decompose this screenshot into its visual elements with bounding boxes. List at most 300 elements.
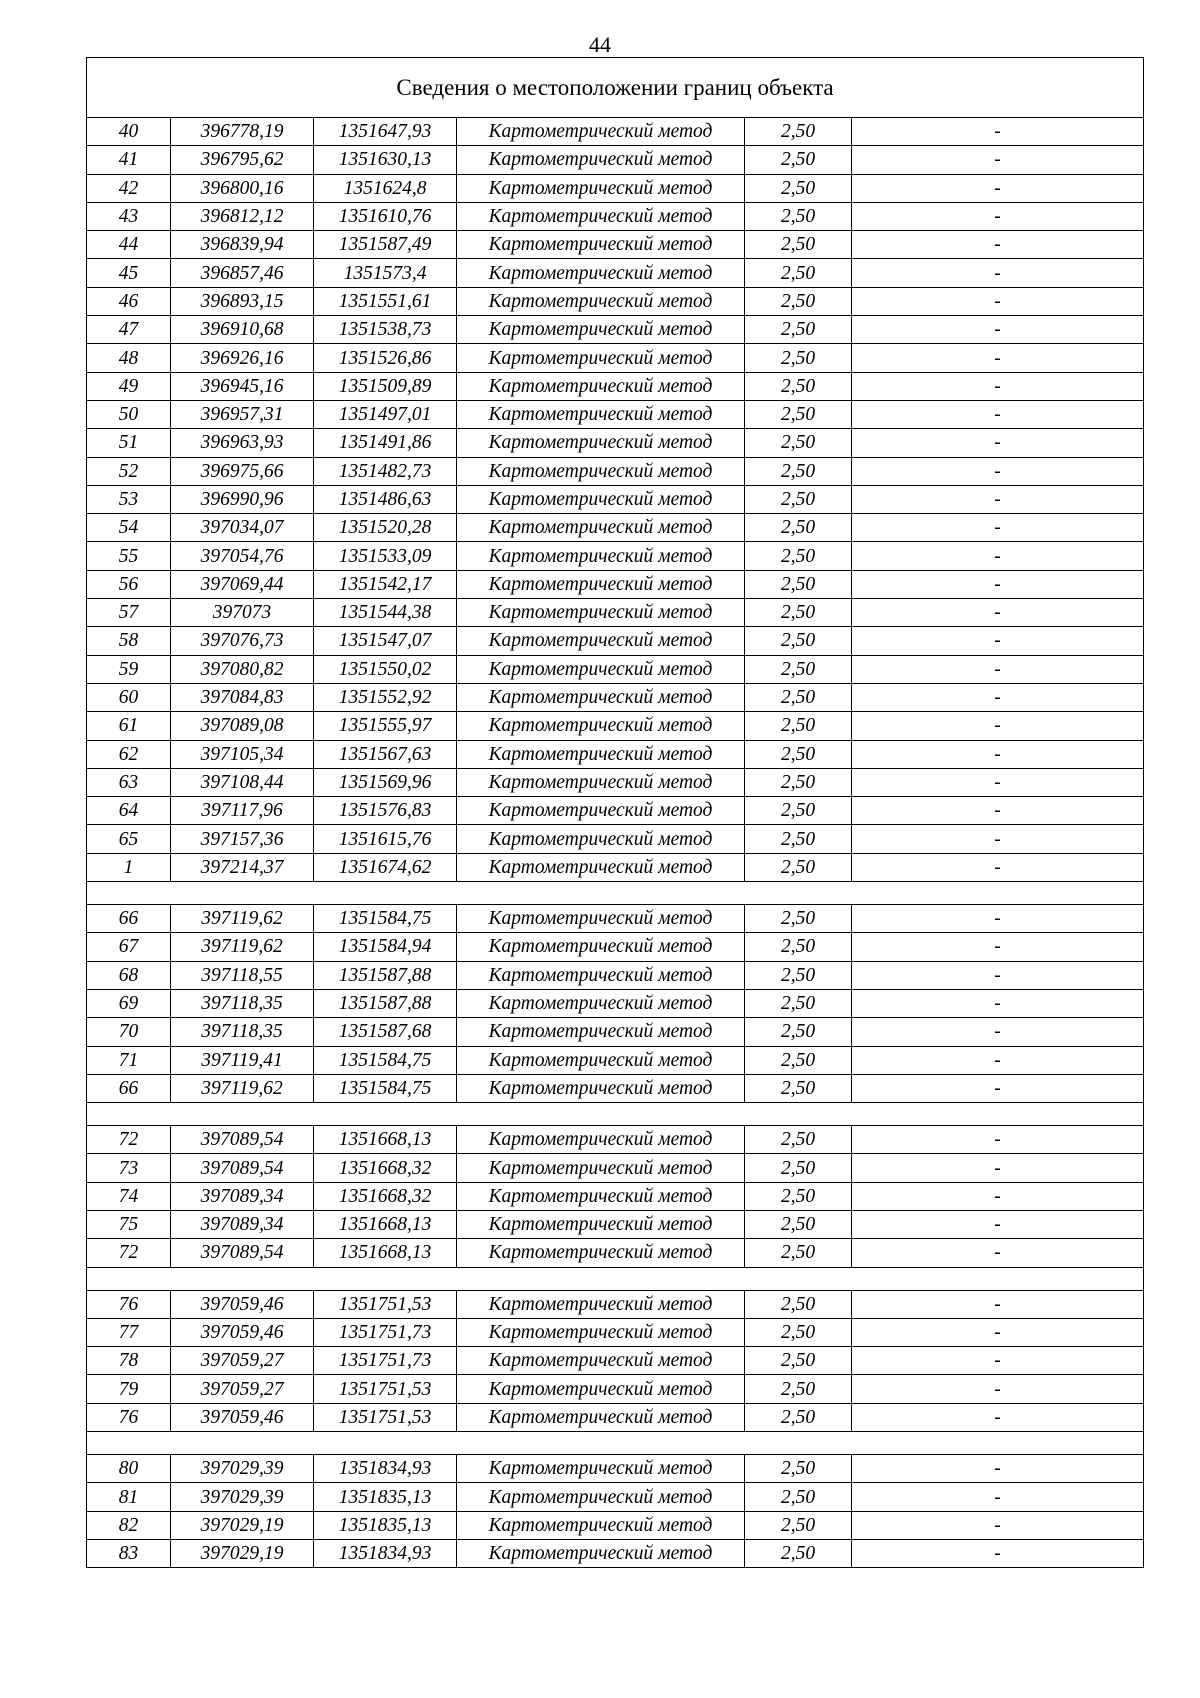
accuracy-cell: 2,50 <box>745 740 852 768</box>
method-cell: Картометрический метод <box>457 1239 745 1267</box>
accuracy-cell: 2,50 <box>745 989 852 1017</box>
table-row <box>87 683 1144 711</box>
table-row <box>87 740 1144 768</box>
x-coordinate-cell: 396800,16 <box>171 174 314 202</box>
method-cell: Картометрический метод <box>457 905 745 933</box>
description-cell: - <box>852 542 1144 570</box>
method-cell: Картометрический метод <box>457 1375 745 1403</box>
x-coordinate-cell: 397119,41 <box>171 1046 314 1074</box>
point-number-cell: 47 <box>87 316 171 344</box>
description-cell: - <box>852 400 1144 428</box>
method-cell: Картометрический метод <box>457 740 745 768</box>
y-coordinate-cell: 1351520,28 <box>314 514 457 542</box>
x-coordinate-cell: 396910,68 <box>171 316 314 344</box>
x-coordinate-cell: 397084,83 <box>171 683 314 711</box>
point-number-cell: 71 <box>87 1046 171 1074</box>
x-coordinate-cell: 397029,39 <box>171 1483 314 1511</box>
accuracy-cell: 2,50 <box>745 961 852 989</box>
method-cell: Картометрический метод <box>457 853 745 881</box>
accuracy-cell: 2,50 <box>745 174 852 202</box>
table-row <box>87 1210 1144 1238</box>
x-coordinate-cell: 396812,12 <box>171 202 314 230</box>
contour-separator-row <box>87 882 1144 905</box>
method-cell: Картометрический метод <box>457 1210 745 1238</box>
x-coordinate-cell: 397118,55 <box>171 961 314 989</box>
description-cell: - <box>852 202 1144 230</box>
point-number-cell: 72 <box>87 1239 171 1267</box>
method-cell: Картометрический метод <box>457 683 745 711</box>
method-cell: Картометрический метод <box>457 1126 745 1154</box>
table-row <box>87 797 1144 825</box>
method-cell: Картометрический метод <box>457 989 745 1017</box>
accuracy-cell: 2,50 <box>745 1154 852 1182</box>
x-coordinate-cell: 397089,34 <box>171 1210 314 1238</box>
x-coordinate-cell: 396857,46 <box>171 259 314 287</box>
description-cell: - <box>852 1074 1144 1102</box>
y-coordinate-cell: 1351550,02 <box>314 655 457 683</box>
x-coordinate-cell: 397034,07 <box>171 514 314 542</box>
y-coordinate-cell: 1351624,8 <box>314 174 457 202</box>
method-cell: Картометрический метод <box>457 485 745 513</box>
description-cell: - <box>852 1318 1144 1346</box>
table-row <box>87 344 1144 372</box>
method-cell: Картометрический метод <box>457 118 745 146</box>
x-coordinate-cell: 397214,37 <box>171 853 314 881</box>
y-coordinate-cell: 1351544,38 <box>314 599 457 627</box>
x-coordinate-cell: 397080,82 <box>171 655 314 683</box>
accuracy-cell: 2,50 <box>745 570 852 598</box>
accuracy-cell: 2,50 <box>745 825 852 853</box>
x-coordinate-cell: 397089,54 <box>171 1154 314 1182</box>
x-coordinate-cell: 397157,36 <box>171 825 314 853</box>
description-cell: - <box>852 485 1144 513</box>
x-coordinate-cell: 397059,46 <box>171 1403 314 1431</box>
point-number-cell: 1 <box>87 853 171 881</box>
x-coordinate-cell: 397089,54 <box>171 1239 314 1267</box>
point-number-cell: 52 <box>87 457 171 485</box>
y-coordinate-cell: 1351538,73 <box>314 316 457 344</box>
accuracy-cell: 2,50 <box>745 655 852 683</box>
description-cell: - <box>852 1483 1144 1511</box>
point-number-cell: 67 <box>87 933 171 961</box>
point-number-cell: 62 <box>87 740 171 768</box>
y-coordinate-cell: 1351834,93 <box>314 1539 457 1567</box>
x-coordinate-cell: 397059,46 <box>171 1290 314 1318</box>
x-coordinate-cell: 397029,19 <box>171 1511 314 1539</box>
y-coordinate-cell: 1351751,73 <box>314 1318 457 1346</box>
accuracy-cell: 2,50 <box>745 287 852 315</box>
x-coordinate-cell: 397069,44 <box>171 570 314 598</box>
description-cell: - <box>852 905 1144 933</box>
description-cell: - <box>852 1018 1144 1046</box>
table-row <box>87 933 1144 961</box>
method-cell: Картометрический метод <box>457 933 745 961</box>
description-cell: - <box>852 174 1144 202</box>
table-body <box>87 58 1144 1568</box>
description-cell: - <box>852 1455 1144 1483</box>
method-cell: Картометрический метод <box>457 1511 745 1539</box>
y-coordinate-cell: 1351751,73 <box>314 1347 457 1375</box>
description-cell: - <box>852 740 1144 768</box>
description-cell: - <box>852 118 1144 146</box>
description-cell: - <box>852 1347 1144 1375</box>
accuracy-cell: 2,50 <box>745 1403 852 1431</box>
table-row <box>87 1239 1144 1267</box>
y-coordinate-cell: 1351573,4 <box>314 259 457 287</box>
y-coordinate-cell: 1351482,73 <box>314 457 457 485</box>
y-coordinate-cell: 1351584,94 <box>314 933 457 961</box>
description-cell: - <box>852 797 1144 825</box>
method-cell: Картометрический метод <box>457 1182 745 1210</box>
description-cell: - <box>852 316 1144 344</box>
table-row <box>87 1154 1144 1182</box>
table-row <box>87 372 1144 400</box>
accuracy-cell: 2,50 <box>745 514 852 542</box>
table-row <box>87 825 1144 853</box>
accuracy-cell: 2,50 <box>745 599 852 627</box>
x-coordinate-cell: 397059,27 <box>171 1347 314 1375</box>
accuracy-cell: 2,50 <box>745 1290 852 1318</box>
method-cell: Картометрический метод <box>457 1483 745 1511</box>
separator-cell <box>87 1267 1144 1290</box>
y-coordinate-cell: 1351497,01 <box>314 400 457 428</box>
method-cell: Картометрический метод <box>457 429 745 457</box>
accuracy-cell: 2,50 <box>745 1539 852 1567</box>
x-coordinate-cell: 397089,34 <box>171 1182 314 1210</box>
accuracy-cell: 2,50 <box>745 485 852 513</box>
method-cell: Картометрический метод <box>457 1455 745 1483</box>
point-number-cell: 66 <box>87 905 171 933</box>
accuracy-cell: 2,50 <box>745 259 852 287</box>
table-row <box>87 1455 1144 1483</box>
x-coordinate-cell: 396926,16 <box>171 344 314 372</box>
method-cell: Картометрический метод <box>457 457 745 485</box>
method-cell: Картометрический метод <box>457 146 745 174</box>
description-cell: - <box>852 627 1144 655</box>
method-cell: Картометрический метод <box>457 825 745 853</box>
point-number-cell: 74 <box>87 1182 171 1210</box>
accuracy-cell: 2,50 <box>745 1046 852 1074</box>
description-cell: - <box>852 514 1144 542</box>
y-coordinate-cell: 1351576,83 <box>314 797 457 825</box>
x-coordinate-cell: 397119,62 <box>171 905 314 933</box>
method-cell: Картометрический метод <box>457 400 745 428</box>
description-cell: - <box>852 989 1144 1017</box>
accuracy-cell: 2,50 <box>745 202 852 230</box>
description-cell: - <box>852 231 1144 259</box>
description-cell: - <box>852 1511 1144 1539</box>
description-cell: - <box>852 1210 1144 1238</box>
x-coordinate-cell: 397059,27 <box>171 1375 314 1403</box>
point-number-cell: 58 <box>87 627 171 655</box>
table-row <box>87 768 1144 796</box>
table-row <box>87 627 1144 655</box>
y-coordinate-cell: 1351834,93 <box>314 1455 457 1483</box>
method-cell: Картометрический метод <box>457 599 745 627</box>
x-coordinate-cell: 397059,46 <box>171 1318 314 1346</box>
accuracy-cell: 2,50 <box>745 1318 852 1346</box>
x-coordinate-cell: 397119,62 <box>171 933 314 961</box>
table-row <box>87 1403 1144 1431</box>
y-coordinate-cell: 1351587,68 <box>314 1018 457 1046</box>
point-number-cell: 43 <box>87 202 171 230</box>
method-cell: Картометрический метод <box>457 712 745 740</box>
method-cell: Картометрический метод <box>457 316 745 344</box>
point-number-cell: 81 <box>87 1483 171 1511</box>
x-coordinate-cell: 396963,93 <box>171 429 314 457</box>
x-coordinate-cell: 397076,73 <box>171 627 314 655</box>
y-coordinate-cell: 1351610,76 <box>314 202 457 230</box>
accuracy-cell: 2,50 <box>745 542 852 570</box>
description-cell: - <box>852 683 1144 711</box>
accuracy-cell: 2,50 <box>745 1511 852 1539</box>
x-coordinate-cell: 396893,15 <box>171 287 314 315</box>
x-coordinate-cell: 396795,62 <box>171 146 314 174</box>
x-coordinate-cell: 397105,34 <box>171 740 314 768</box>
table-row <box>87 655 1144 683</box>
y-coordinate-cell: 1351533,09 <box>314 542 457 570</box>
table-row <box>87 542 1144 570</box>
y-coordinate-cell: 1351668,32 <box>314 1154 457 1182</box>
point-number-cell: 46 <box>87 287 171 315</box>
point-number-cell: 69 <box>87 989 171 1017</box>
y-coordinate-cell: 1351542,17 <box>314 570 457 598</box>
accuracy-cell: 2,50 <box>745 146 852 174</box>
method-cell: Картометрический метод <box>457 627 745 655</box>
description-cell: - <box>852 1239 1144 1267</box>
accuracy-cell: 2,50 <box>745 933 852 961</box>
table-row <box>87 485 1144 513</box>
contour-separator-row <box>87 1103 1144 1126</box>
accuracy-cell: 2,50 <box>745 1347 852 1375</box>
table-row <box>87 905 1144 933</box>
table-row <box>87 1347 1144 1375</box>
method-cell: Картометрический метод <box>457 961 745 989</box>
accuracy-cell: 2,50 <box>745 683 852 711</box>
table-row <box>87 202 1144 230</box>
method-cell: Картометрический метод <box>457 1046 745 1074</box>
point-number-cell: 78 <box>87 1347 171 1375</box>
x-coordinate-cell: 397089,08 <box>171 712 314 740</box>
description-cell: - <box>852 933 1144 961</box>
description-cell: - <box>852 344 1144 372</box>
contour-separator-row <box>87 1432 1144 1455</box>
point-number-cell: 42 <box>87 174 171 202</box>
accuracy-cell: 2,50 <box>745 1126 852 1154</box>
point-number-cell: 65 <box>87 825 171 853</box>
point-number-cell: 64 <box>87 797 171 825</box>
accuracy-cell: 2,50 <box>745 1210 852 1238</box>
x-coordinate-cell: 397108,44 <box>171 768 314 796</box>
table-row <box>87 231 1144 259</box>
method-cell: Картометрический метод <box>457 1074 745 1102</box>
description-cell: - <box>852 570 1144 598</box>
y-coordinate-cell: 1351526,86 <box>314 344 457 372</box>
accuracy-cell: 2,50 <box>745 1483 852 1511</box>
y-coordinate-cell: 1351584,75 <box>314 905 457 933</box>
method-cell: Картометрический метод <box>457 542 745 570</box>
accuracy-cell: 2,50 <box>745 429 852 457</box>
accuracy-cell: 2,50 <box>745 1074 852 1102</box>
table-row <box>87 1074 1144 1102</box>
method-cell: Картометрический метод <box>457 797 745 825</box>
description-cell: - <box>852 146 1144 174</box>
method-cell: Картометрический метод <box>457 287 745 315</box>
x-coordinate-cell: 396839,94 <box>171 231 314 259</box>
table-row <box>87 1483 1144 1511</box>
y-coordinate-cell: 1351668,13 <box>314 1239 457 1267</box>
accuracy-cell: 2,50 <box>745 118 852 146</box>
method-cell: Картометрический метод <box>457 202 745 230</box>
table-row <box>87 712 1144 740</box>
method-cell: Картометрический метод <box>457 1539 745 1567</box>
description-cell: - <box>852 1126 1144 1154</box>
table-row <box>87 1290 1144 1318</box>
method-cell: Картометрический метод <box>457 231 745 259</box>
point-number-cell: 76 <box>87 1403 171 1431</box>
x-coordinate-cell: 396990,96 <box>171 485 314 513</box>
accuracy-cell: 2,50 <box>745 853 852 881</box>
point-number-cell: 80 <box>87 1455 171 1483</box>
description-cell: - <box>852 712 1144 740</box>
y-coordinate-cell: 1351584,75 <box>314 1074 457 1102</box>
y-coordinate-cell: 1351547,07 <box>314 627 457 655</box>
table-row <box>87 1046 1144 1074</box>
point-number-cell: 50 <box>87 400 171 428</box>
y-coordinate-cell: 1351491,86 <box>314 429 457 457</box>
table-row <box>87 316 1144 344</box>
page-number: 44 <box>589 32 611 57</box>
y-coordinate-cell: 1351587,88 <box>314 961 457 989</box>
method-cell: Картометрический метод <box>457 174 745 202</box>
description-cell: - <box>852 768 1144 796</box>
table-row <box>87 287 1144 315</box>
y-coordinate-cell: 1351587,49 <box>314 231 457 259</box>
table-row <box>87 457 1144 485</box>
method-cell: Картометрический метод <box>457 344 745 372</box>
point-number-cell: 70 <box>87 1018 171 1046</box>
description-cell: - <box>852 372 1144 400</box>
x-coordinate-cell: 397117,96 <box>171 797 314 825</box>
separator-cell <box>87 1103 1144 1126</box>
point-number-cell: 55 <box>87 542 171 570</box>
table-title: Сведения о местоположении границ объекта <box>87 58 1144 118</box>
table-row <box>87 1182 1144 1210</box>
description-cell: - <box>852 287 1144 315</box>
table-row <box>87 1511 1144 1539</box>
y-coordinate-cell: 1351668,13 <box>314 1210 457 1238</box>
x-coordinate-cell: 397118,35 <box>171 1018 314 1046</box>
x-coordinate-cell: 397118,35 <box>171 989 314 1017</box>
y-coordinate-cell: 1351835,13 <box>314 1483 457 1511</box>
accuracy-cell: 2,50 <box>745 797 852 825</box>
x-coordinate-cell: 397073 <box>171 599 314 627</box>
accuracy-cell: 2,50 <box>745 457 852 485</box>
point-number-cell: 40 <box>87 118 171 146</box>
accuracy-cell: 2,50 <box>745 231 852 259</box>
x-coordinate-cell: 396975,66 <box>171 457 314 485</box>
method-cell: Картометрический метод <box>457 655 745 683</box>
accuracy-cell: 2,50 <box>745 1182 852 1210</box>
table-row <box>87 989 1144 1017</box>
point-number-cell: 77 <box>87 1318 171 1346</box>
point-number-cell: 82 <box>87 1511 171 1539</box>
table-row <box>87 1539 1144 1567</box>
y-coordinate-cell: 1351584,75 <box>314 1046 457 1074</box>
table-row <box>87 1375 1144 1403</box>
table-title-row <box>87 58 1144 118</box>
description-cell: - <box>852 825 1144 853</box>
point-number-cell: 63 <box>87 768 171 796</box>
separator-cell <box>87 1432 1144 1455</box>
x-coordinate-cell: 397054,76 <box>171 542 314 570</box>
y-coordinate-cell: 1351751,53 <box>314 1290 457 1318</box>
table-row <box>87 1126 1144 1154</box>
accuracy-cell: 2,50 <box>745 1455 852 1483</box>
y-coordinate-cell: 1351668,32 <box>314 1182 457 1210</box>
point-number-cell: 75 <box>87 1210 171 1238</box>
point-number-cell: 57 <box>87 599 171 627</box>
point-number-cell: 41 <box>87 146 171 174</box>
point-number-cell: 53 <box>87 485 171 513</box>
separator-cell <box>87 882 1144 905</box>
accuracy-cell: 2,50 <box>745 1375 852 1403</box>
y-coordinate-cell: 1351552,92 <box>314 683 457 711</box>
table-row <box>87 570 1144 598</box>
table-row <box>87 514 1144 542</box>
method-cell: Картометрический метод <box>457 570 745 598</box>
table-row <box>87 961 1144 989</box>
method-cell: Картометрический метод <box>457 1018 745 1046</box>
table-row <box>87 146 1144 174</box>
x-coordinate-cell: 397089,54 <box>171 1126 314 1154</box>
x-coordinate-cell: 397029,19 <box>171 1539 314 1567</box>
accuracy-cell: 2,50 <box>745 400 852 428</box>
y-coordinate-cell: 1351835,13 <box>314 1511 457 1539</box>
description-cell: - <box>852 1046 1144 1074</box>
method-cell: Картометрический метод <box>457 514 745 542</box>
point-number-cell: 56 <box>87 570 171 598</box>
description-cell: - <box>852 429 1144 457</box>
table-row <box>87 853 1144 881</box>
accuracy-cell: 2,50 <box>745 344 852 372</box>
y-coordinate-cell: 1351555,97 <box>314 712 457 740</box>
y-coordinate-cell: 1351751,53 <box>314 1403 457 1431</box>
accuracy-cell: 2,50 <box>745 712 852 740</box>
table-row <box>87 259 1144 287</box>
point-number-cell: 66 <box>87 1074 171 1102</box>
point-number-cell: 76 <box>87 1290 171 1318</box>
accuracy-cell: 2,50 <box>745 1239 852 1267</box>
table-row <box>87 400 1144 428</box>
accuracy-cell: 2,50 <box>745 372 852 400</box>
description-cell: - <box>852 961 1144 989</box>
accuracy-cell: 2,50 <box>745 905 852 933</box>
y-coordinate-cell: 1351647,93 <box>314 118 457 146</box>
y-coordinate-cell: 1351615,76 <box>314 825 457 853</box>
point-number-cell: 68 <box>87 961 171 989</box>
x-coordinate-cell: 396957,31 <box>171 400 314 428</box>
point-number-cell: 79 <box>87 1375 171 1403</box>
table-row <box>87 174 1144 202</box>
table-row <box>87 118 1144 146</box>
description-cell: - <box>852 1290 1144 1318</box>
y-coordinate-cell: 1351630,13 <box>314 146 457 174</box>
description-cell: - <box>852 457 1144 485</box>
accuracy-cell: 2,50 <box>745 627 852 655</box>
description-cell: - <box>852 1182 1144 1210</box>
contour-separator-row <box>87 1267 1144 1290</box>
